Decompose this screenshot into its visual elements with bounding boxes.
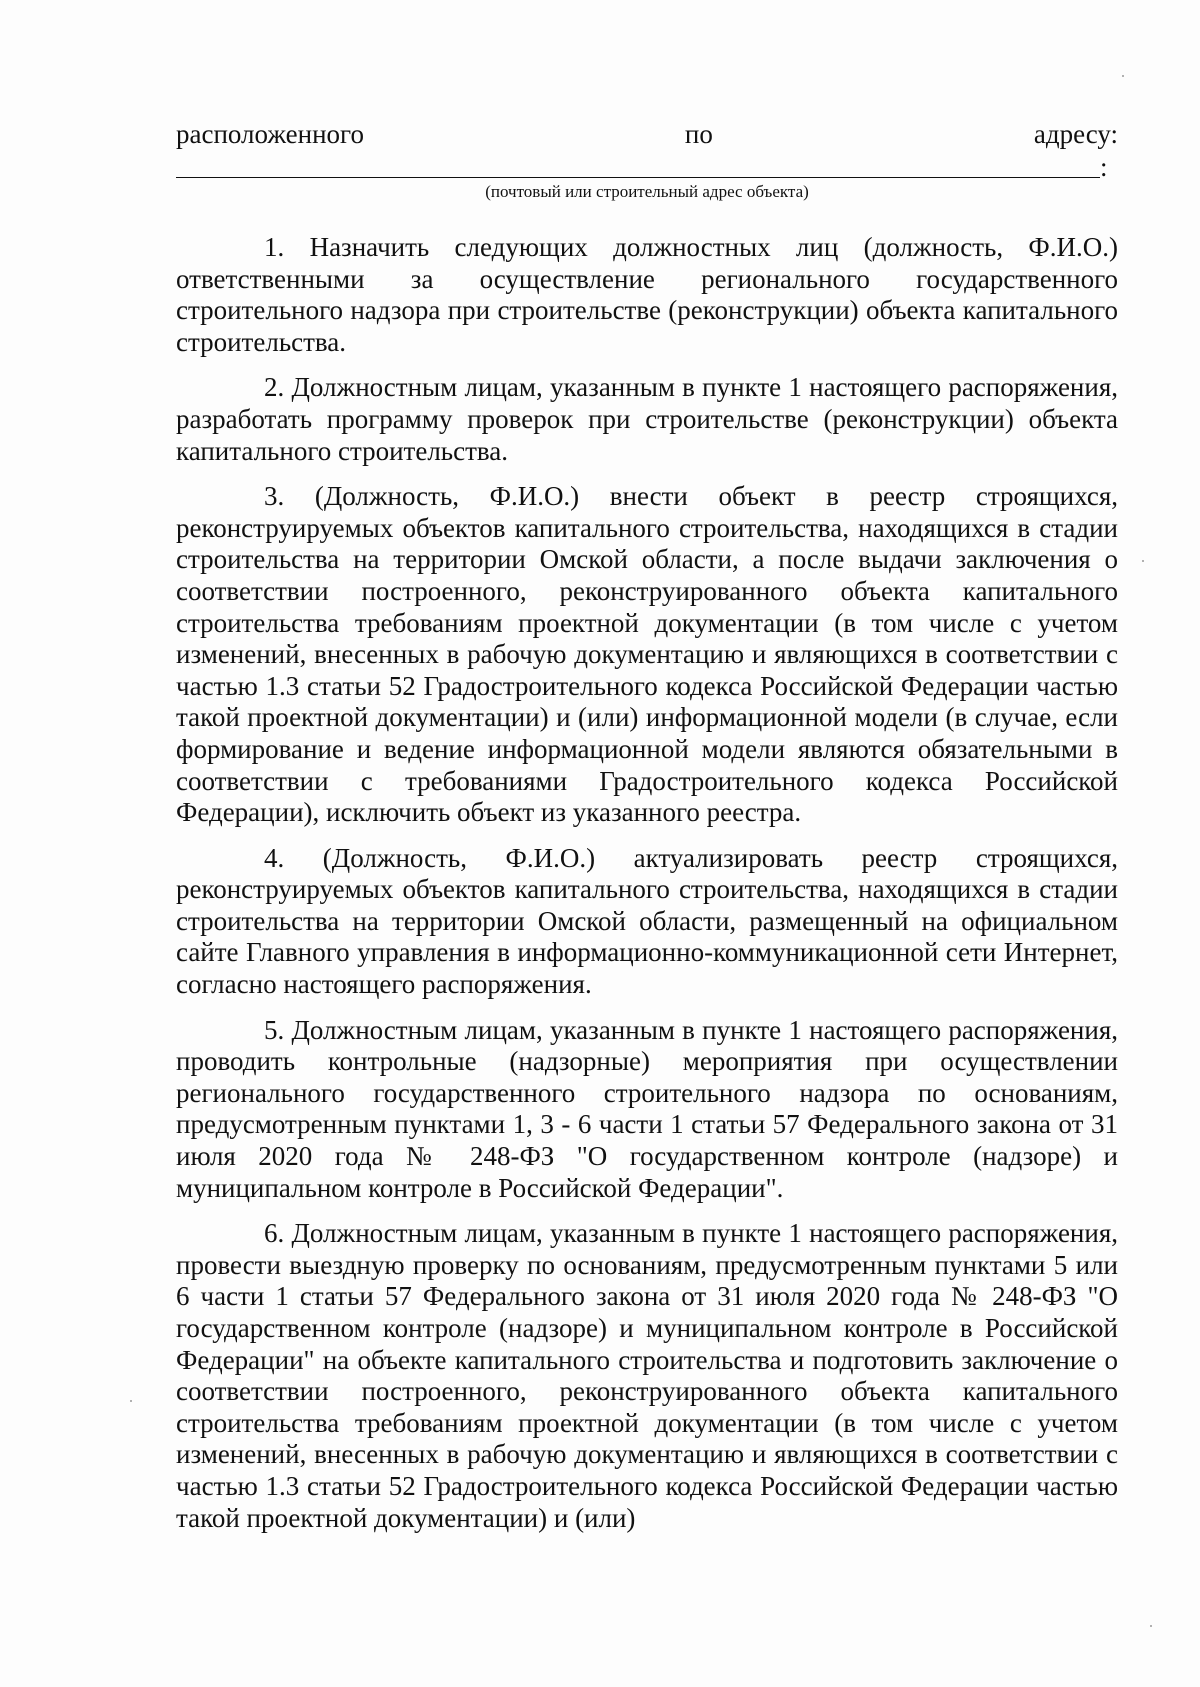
address-blank-line <box>176 177 1100 178</box>
scan-speck <box>1142 560 1144 562</box>
scan-speck <box>1122 75 1124 77</box>
clause-2: 2. Должностным лицам, указанным в пункте 1 настоящего распоряжения, разработать программу проверок при строительстве (реконструкции) объекта капитального строительства. <box>176 372 1118 466</box>
clause-5: 5. Должностным лицам, указанным в пункте 1 настоящего распоряжения, проводить контрольные (надзорные) мероприятия при осуществлении регионального государственного строительного надзора по основаниям, предусмотренным пунктами 1, 3 - 6 части 1 статьи 57 Федерального закона от 31 июля 2020 года № 248-ФЗ "О государственном контроле (надзоре) и муниципальном контроле в Российской Федерации". <box>176 1014 1118 1203</box>
scan-speck <box>1150 1625 1152 1627</box>
clause-4: 4. (Должность, Ф.И.О.) актуализировать реестр строящихся, реконструируемых объектов капитального строительства, находящихся в стадии строительства на территории Омской области, размещенный на официальном сайте Главного управления в информационно-коммуникационной сети Интернет, согласно настоящего распоряжения. <box>176 842 1118 1000</box>
header-word-address: адресу: <box>1033 119 1118 149</box>
address-caption: (почтовый или строительный адрес объекта) <box>485 182 809 201</box>
document-body <box>176 232 1118 1534</box>
address-line-colon: : <box>1100 152 1108 182</box>
address-header <box>176 117 1118 151</box>
scan-speck <box>130 1400 132 1402</box>
header-word-located: расположенного <box>176 119 364 149</box>
header-word-by: по <box>684 119 713 149</box>
clause-3: 3. (Должность, Ф.И.О.) внести объект в реестр строящихся, реконструируемых объектов капитального строительства, находящихся в стадии строительства на территории Омской области, а после выдачи заключения о соответствии построенного, реконструированного объекта капитального строительства требованиям проектной документации (в том числе с учетом изменений, внесенных в рабочую документацию и являющихся в соответствии с частью 1.3 статьи 52 Градостроительного кодекса Российской Федерации частью такой проектной документации) и (или) информационной модели (в случае, если формирование и ведение информационной модели являются обязательными в соответствии с требованиями Градостроительного кодекса Российской Федерации), исключить объект из указанного реестра. <box>176 481 1118 828</box>
clause-1: 1. Назначить следующих должностных лиц (должность, Ф.И.О.) ответственными за осуществление регионального государственного строительного надзора при строительстве (реконструкции) объекта капитального строительства. <box>176 232 1118 357</box>
clause-6: 6. Должностным лицам, указанным в пункте 1 настоящего распоряжения, провести выездную проверку по основаниям, предусмотренным пунктами 5 или 6 части 1 статьи 57 Федерального закона от 31 июля 2020 года № 248-ФЗ "О государственном контроле (надзоре) и муниципальном контроле в Российской Федерации" на объекте капитального строительства и подготовить заключение о соответствии построенного, реконструированного объекта капитального строительства требованиям проектной документации (в том числе с учетом изменений, внесенных в рабочую документацию и являющихся в соответствии с частью 1.3 статьи 52 Градостроительного кодекса Российской Федерации частью такой проектной документации) и (или) <box>176 1218 1118 1533</box>
